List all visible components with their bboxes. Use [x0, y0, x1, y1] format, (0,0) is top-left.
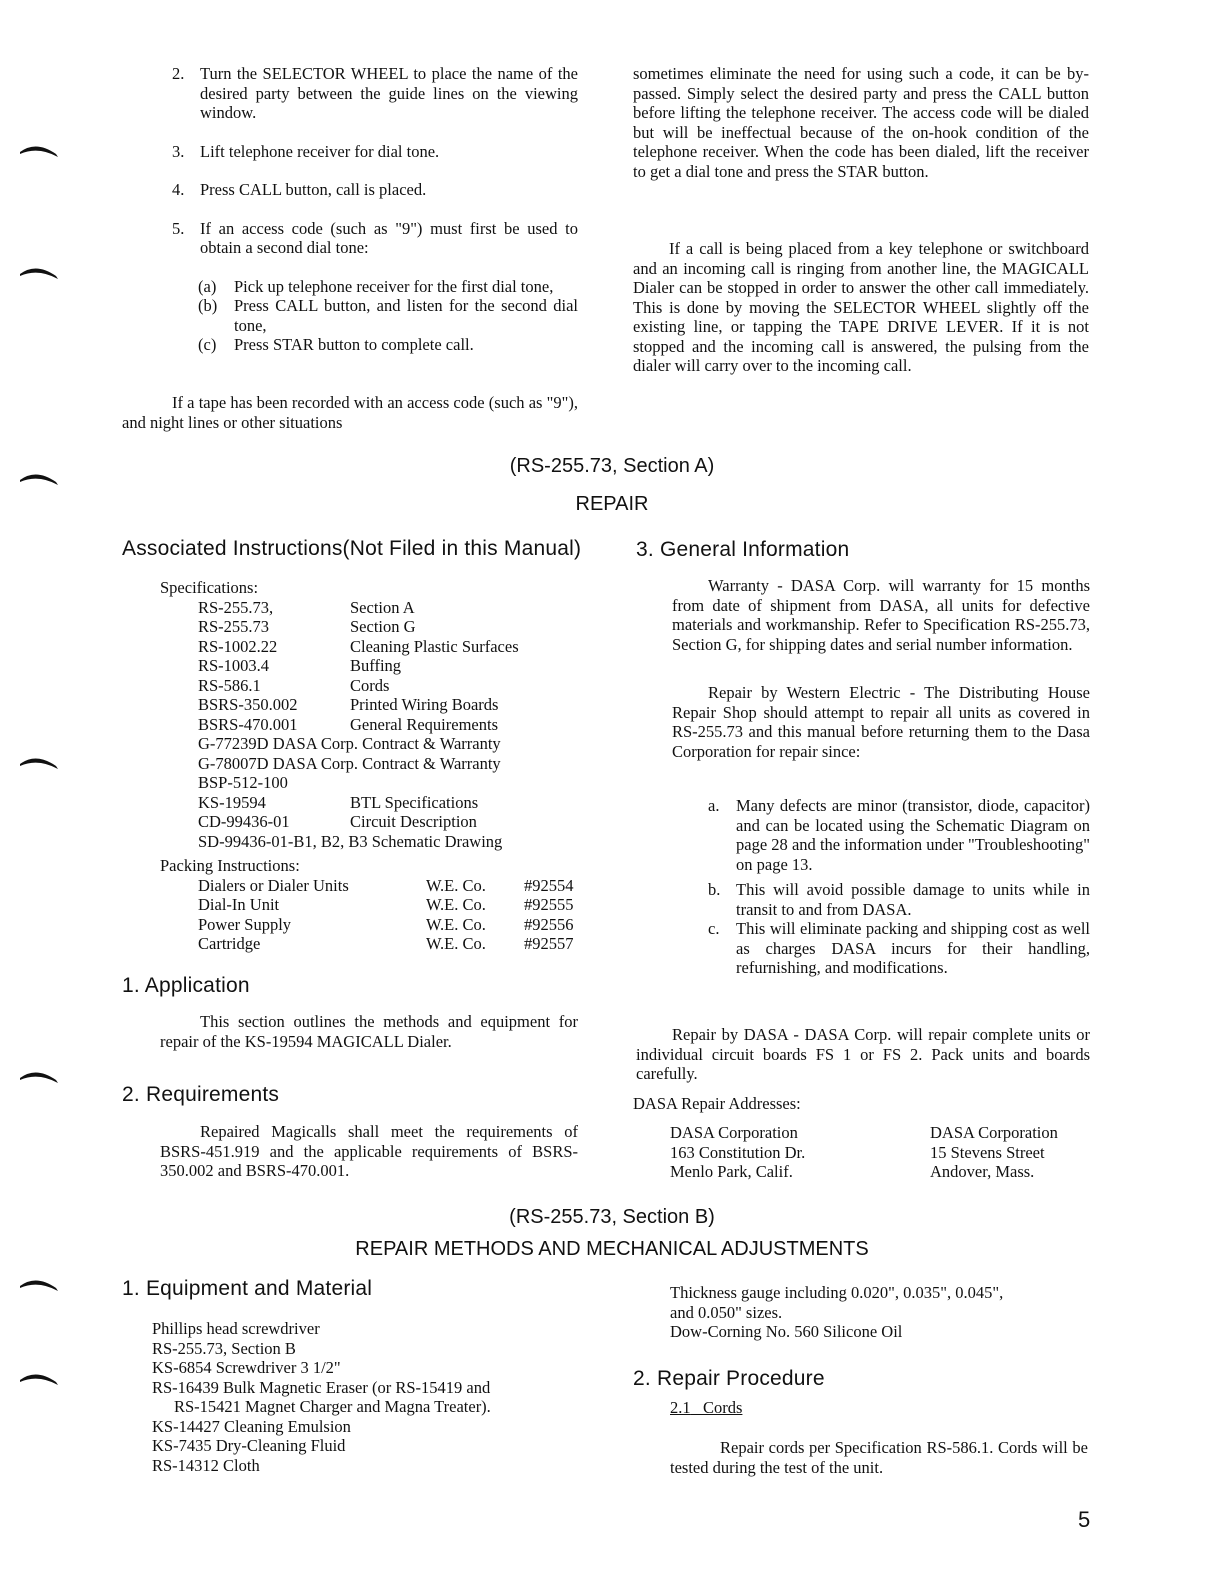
specifications-list	[160, 578, 590, 954]
equipment-item: RS-16439 Bulk Magnetic Eraser (or RS-15419 and	[152, 1377, 491, 1397]
step-item: 4. Press CALL button, call is placed.	[172, 180, 427, 199]
repair-procedure-heading: 2. Repair Procedure	[633, 1367, 825, 1390]
incoming-call-paragraph: If a call is being placed from a key telephone or switchboard and an incoming call is ringing from another line, the MAGICALL Dialer can be stopped in order to answer the other call immediately. This is done by moving the SELECTOR WHEEL slightly off the existing line, or tapping the TAPE DRIVE LEVER. If it is not stopped and the incoming call is answered, the pulsing from the dialer will carry over to the incoming call.	[633, 239, 1089, 375]
section-b-title: REPAIR METHODS AND MECHANICAL ADJUSTMENTS	[355, 1238, 869, 1260]
sub-step-item: (b) Press CALL button, and listen for the second dial tone,	[198, 296, 578, 335]
page-number: 5	[1078, 1507, 1091, 1532]
spec-row: G-77239D DASA Corp. Contract & Warranty	[198, 734, 501, 753]
spec-row: BSRS-470.001 General Requirements	[198, 714, 498, 734]
binder-hole-mark	[18, 140, 60, 158]
binder-hole-mark	[18, 262, 60, 280]
packing-table	[198, 876, 574, 954]
equipment-heading: 1. Equipment and Material	[122, 1277, 373, 1300]
equipment-item: KS-7435 Dry-Cleaning Fluid	[152, 1436, 346, 1455]
section-a-reference: (RS-255.73, Section A)	[509, 455, 715, 477]
application-text: This section outlines the methods and equipment for repair of the KS-19594 MAGICALL Dialer.	[160, 1012, 578, 1051]
spec-row: RS-1002.22 Cleaning Plastic Surfaces	[198, 636, 519, 656]
equipment-item: KS-6854 Screwdriver 3 1/2"	[152, 1358, 341, 1377]
subsection-cords-heading: 2.1 Cords	[670, 1398, 743, 1417]
warranty-paragraph: Warranty - DASA Corp. will warranty for 15 months from date of shipment from DASA, all units for defective materials and workmanship. Refer to Specification RS-255.73, Section G, for shipping dates and serial number information.	[672, 576, 1090, 654]
packing-row: Dialers or Dialer Units W.E. Co. #92554	[198, 875, 574, 895]
reason-item: c. This will eliminate packing and shipping cost as well as charges DASA incurs for their handling, refurnishing, and modifications.	[708, 919, 1090, 977]
repair-reasons-list	[708, 796, 1090, 978]
packing-label: Packing Instructions:	[160, 856, 300, 875]
step-item: 3. Lift telephone receiver for dial tone.	[172, 141, 440, 161]
spec-row: RS-255.73, Section A	[198, 597, 415, 617]
binder-hole-mark	[18, 1274, 60, 1292]
equipment-item: RS-15421 Magnet Charger and Magna Treater).	[174, 1397, 491, 1416]
equipment-list	[152, 1319, 582, 1475]
specifications-label: Specifications:	[160, 578, 259, 597]
general-information-heading: 3. General Information	[636, 538, 850, 561]
sub-step-item: (a) Pick up telephone receiver for the first dial tone,	[198, 276, 554, 296]
spec-row: BSP-512-100	[198, 773, 288, 792]
equipment-list-continued	[670, 1283, 1100, 1342]
application-heading: 1. Application	[122, 974, 250, 997]
requirements-heading: 2. Requirements	[122, 1083, 280, 1106]
requirements-text: Repaired Magicalls shall meet the requirements of BSRS-451.919 and the applicable requirements of BSRS-350.002 and BSRS-470.001.	[160, 1122, 578, 1180]
binder-hole-mark	[18, 752, 60, 770]
spec-row: BSRS-350.002 Printed Wiring Boards	[198, 695, 499, 714]
packing-row: Dial-In Unit W.E. Co. #92555	[198, 895, 574, 914]
equipment-item: and 0.050" sizes.	[670, 1302, 783, 1322]
repair-dasa-paragraph: Repair by DASA - DASA Corp. will repair complete units or individual circuit boards FS 1 or FS 2. Pack units and boards carefully.	[636, 1025, 1090, 1083]
step-item: 5. If an access code (such as "9") must first be used to obtain a second dial tone:	[172, 218, 578, 257]
spec-row: RS-586.1 Cords	[198, 675, 390, 695]
binder-hole-mark	[18, 1066, 60, 1084]
repair-western-electric-paragraph: Repair by Western Electric - The Distributing House Repair Shop should attempt to repair all units as covered in RS-255.73 and this manual before returning them to the Dasa Corporation for repair since:	[672, 683, 1090, 761]
access-code-paragraph: If a tape has been recorded with an access code (such as "9"), and night lines or other situations	[122, 393, 578, 432]
section-b-reference: (RS-255.73, Section B)	[509, 1206, 715, 1228]
spec-row: SD-99436-01-B1, B2, B3 Schematic Drawing	[198, 831, 503, 851]
equipment-item: Phillips head screwdriver	[152, 1319, 320, 1338]
spec-row: G-78007D DASA Corp. Contract & Warranty	[198, 753, 501, 773]
cords-paragraph: Repair cords per Specification RS-586.1. Cords will be tested during the test of the unit.	[670, 1438, 1088, 1477]
equipment-item: Thickness gauge including 0.020", 0.035", 0.045",	[670, 1283, 1004, 1302]
packing-row: Cartridge W.E. Co. #92557	[198, 934, 574, 953]
binder-hole-mark	[18, 1368, 60, 1386]
equipment-item: Dow-Corning No. 560 Silicone Oil	[670, 1322, 903, 1341]
spec-row: RS-1003.4 Buffing	[198, 656, 402, 675]
specifications-table	[198, 598, 519, 852]
section-a-title: REPAIR	[575, 493, 649, 515]
equipment-item: RS-255.73, Section B	[152, 1338, 296, 1358]
equipment-item: RS-14312 Cloth	[152, 1455, 260, 1475]
spec-row: RS-255.73 Section G	[198, 617, 416, 636]
addresses-label: DASA Repair Addresses:	[633, 1094, 801, 1113]
bypass-paragraph: sometimes eliminate the need for using such a code, it can be by-passed. Simply select the desired party and press the CALL button before lifting the telephone receiver. The access code will be dialed but will be ineffectual because of the on-hook condition of the telephone receiver. When the code has been dialed, lift the receiver to get a dial tone and press the STAR button.	[633, 64, 1089, 181]
equipment-item: KS-14427 Cleaning Emulsion	[152, 1416, 351, 1436]
spec-row: KS-19594 BTL Specifications	[198, 792, 479, 812]
packing-row: Power Supply W.E. Co. #92556	[198, 914, 574, 934]
sub-step-item: (c) Press STAR button to complete call.	[198, 335, 474, 354]
step-item: 2. Turn the SELECTOR WHEEL to place the name of the desired party between the guide lines on the viewing window.	[172, 64, 578, 122]
address-menlo-park: DASA Corporation 163 Constitution Dr. Menlo Park, Calif.	[670, 1123, 806, 1181]
reason-item: a. Many defects are minor (transistor, diode, capacitor) and can be located using the Schematic Diagram on page 28 and the information under "Troubleshooting" on page 13.	[708, 796, 1090, 874]
operating-steps	[172, 64, 578, 355]
associated-instructions-heading: Associated Instructions(Not Filed in this Manual)	[122, 537, 582, 560]
sub-steps	[172, 277, 578, 355]
address-andover: DASA Corporation 15 Stevens Street Andover, Mass.	[930, 1123, 1058, 1181]
spec-row: CD-99436-01 Circuit Description	[198, 812, 477, 831]
reason-item: b. This will avoid possible damage to units while in transit to and from DASA.	[708, 880, 1090, 919]
